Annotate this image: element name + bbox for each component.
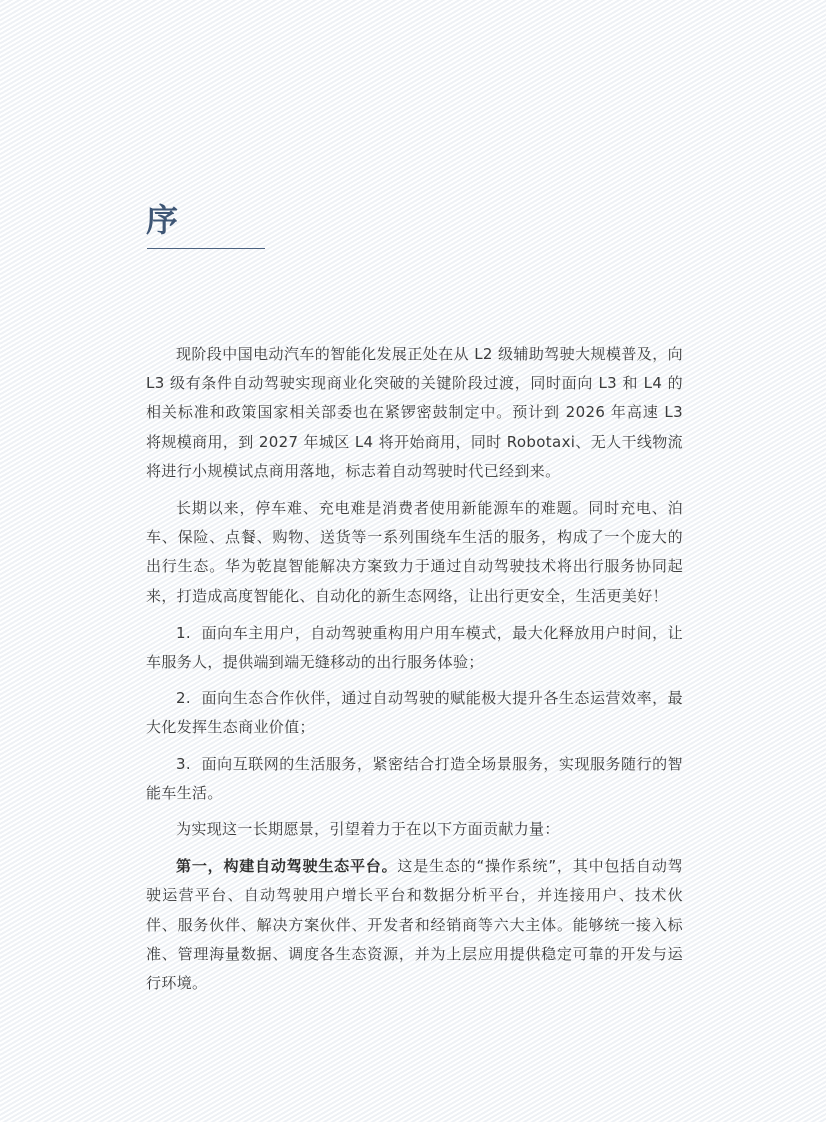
list-number: 3. [176,754,192,773]
preface-body [146,340,683,1006]
intro-line: 为实现这一长期愿景，引望着力于在以下方面贡献力量： [176,820,560,839]
first-point-lead: 第一，构建自动驾驶生态平台。 [176,857,398,876]
title-underline [147,248,265,249]
list-number: 1. [176,623,192,642]
list-item-3 [146,750,683,808]
list-text: 面向互联网的生活服务，紧密结合打造全场景服务，实现服务随行的智能车生活。 [146,754,683,802]
paragraph-1: 现阶段中国电动汽车的智能化发展正处在从 L2 级辅助驾驶大规模普及，向 L3 级有条件自动驾驶实现商业化突破的关键阶段过渡，同时面向 L3 和 L4 的相关标准和政策国家相关部委也在紧锣密鼓制定中。预计到 2026 年高速 L3 将规模商用，到 2027 年城区 L4 将开始商用，同时 Robotaxi、无人干线物流将进行小规模试点商用落地，标志着自动驾驶时代已经到来。 [146,345,683,480]
paragraph-2: 长期以来，停车难、充电难是消费者使用新能源车的难题。同时充电、泊车、保险、点餐、购物、送货等一系列围绕车生活的服务，构成了一个庞大的出行生态。华为乾崑智能解决方案致力于通过自动驾驶技术将出行服务协同起来，打造成高度智能化、自动化的新生态网络，让出行更安全，生活更美好！ [146,499,683,605]
list-text: 面向生态合作伙伴，通过自动驾驶的赋能极大提升各生态运营效率，最大化发挥生态商业价值； [146,689,683,737]
first-point-paragraph [146,852,683,998]
first-point-text: 这是生态的“操作系统”，其中包括自动驾驶运营平台、自动驾驶用户增长平台和数据分析平台，并连接用户、技术伙伴、服务伙伴、解决方案伙伴、开发者和经销商等六大主体。能够统一接入标准、管理海量数据、调度各生态资源，并为上层应用提供稳定可靠的开发与运行环境。 [146,857,683,993]
list-text: 面向车主用户，自动驾驶重构用户用车模式，最大化释放用户时间，让车服务人，提供端到端无缝移动的出行服务体验； [146,623,683,672]
page-title: 序 [146,201,179,239]
list-number: 2. [176,689,192,708]
list-item-2 [146,684,683,742]
list-item-1 [146,619,683,677]
